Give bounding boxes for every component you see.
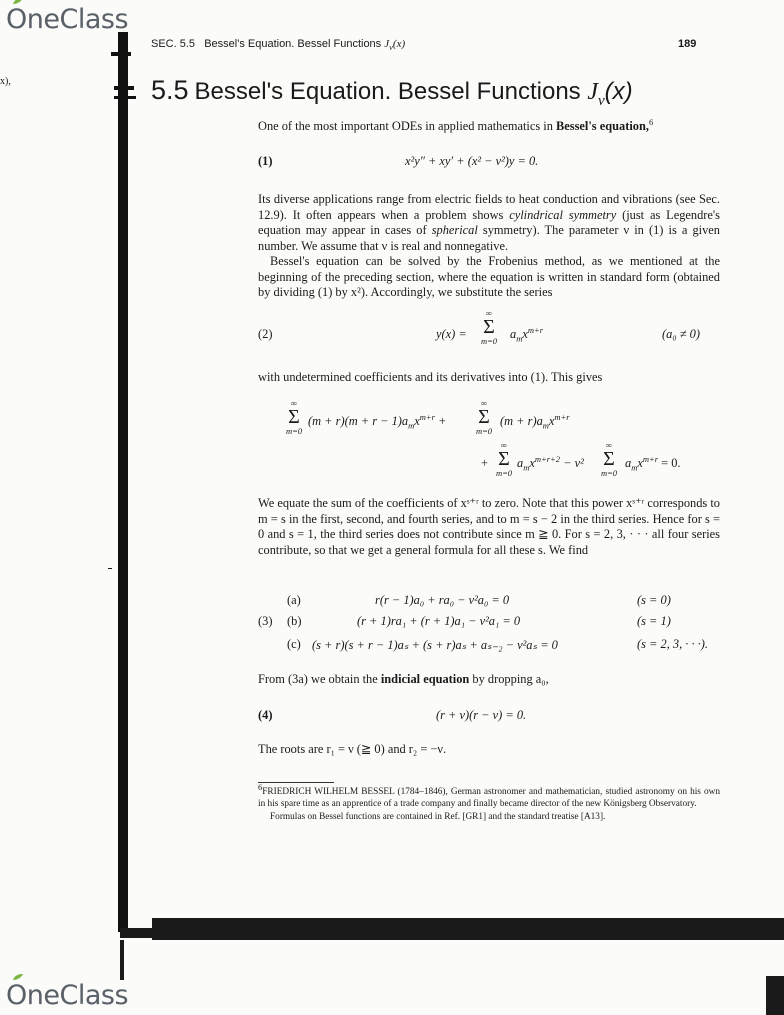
series-sum-4: ∞ Σ m=0 [600,440,618,478]
paragraph-indicial: From (3a) we obtain the indicial equation by dropping a₀, [258,672,549,686]
eq3-row-c-label: (c) [287,637,301,651]
eq1-label: (1) [258,154,273,168]
eq2-condition: (a₀ ≠ 0) [662,327,700,341]
page-number: 189 [678,38,697,50]
series-term-1: $(m + r)(m + r - 1)a_mx^{m+r}$ + [308,411,447,431]
series-sum-3: ∞ Σ m=0 [495,440,513,478]
eq3-row-c-cond: (s = 2, 3, · · ·). [637,637,708,651]
section-title: Bessel's Equation. Bessel Functions [204,38,385,50]
paragraph-roots: The roots are r₁ = ν (≧ 0) and r₂ = −ν. [258,742,447,756]
eq3-row-b-expr: (r + 1)ra₁ + (r + 1)a₁ − ν²a₁ = 0 [357,614,521,628]
section-ref: SEC. 5.5 [151,38,196,50]
paragraph-substitute: with undetermined coefficients and its derivatives into (1). This gives [258,370,603,384]
leaf-icon [12,973,24,981]
binding-spine [118,32,128,932]
intro-line: One of the most important ODEs in applied mathematics in Bessel's equation,$^6$ [258,116,654,133]
footnote: 6FRIEDRICH WILHELM BESSEL (1784–1846), German astronomer and mathematician, studied astronomy on his own in his spare time as an apprentice of a trade company and finally became director of the new Königsberg Observatory. Formulas on Bessel functions are contained in Ref. [GR1] and the standard treatise [A13]. [258,781,720,823]
eq3-row-c-expr: (s + r)(s + r − 1)aₛ + (s + r)aₛ + aₛ₋₂ − ν²aₛ = 0 [312,638,558,652]
running-header: SEC. 5.5 Bessel's Equation. Bessel Functions $J_\nu(x)$ [151,38,406,53]
footnote-rule [258,782,334,783]
section-heading: 5.5 Bessel's Equation. Bessel Functions $J_\nu(x)$ [151,75,633,109]
section-number: 5.5 [151,75,189,105]
eq3-row-b-cond: (s = 1) [637,614,671,628]
series-term-4: $a_mx^{m+r} = 0$. [625,453,681,473]
binding-spine-notch [111,52,131,56]
paragraph-coefficients: We equate the sum of the coefficients of xˢ⁺ʳ to zero. Note that this power xˢ⁺ʳ corresponds to m = s in the first, second, and fourth series, and to m = s − 2 in the third series. Hence for s = 0 and s = 1, the third series does not contribute since m ≧ 0. For s = 2, 3, · · · all four series contribute, so that we get a general formula for all these s. We find [258,496,720,557]
binding-spine-notch [114,86,134,90]
binding-spine-notch [114,96,136,99]
series-plus: + [481,456,488,470]
eq3-row-a-cond: (s = 0) [637,593,671,607]
series-term-3: $a_mx^{m+r+2} - \nu^2$ [517,453,584,473]
eq2-label: (2) [258,327,273,341]
bottom-scan-band [152,918,784,940]
margin-dash [108,568,112,569]
right-edge-mark [766,976,784,1015]
eq3-row-a-expr: r(r − 1)a₀ + ra₀ − ν²a₀ = 0 [375,593,510,607]
eq4-indicial-equation: (r + ν)(r − ν) = 0. [436,708,527,722]
eq1-bessel-equation: x²y″ + xy′ + (x² − ν²)y = 0. [405,154,539,168]
left-edge-mark [120,940,124,980]
paragraph-applications: Its diverse applications range from electric fields to heat conduction and vibrations (see Sec. 12.9). It often appears when a problem shows cylindrical symmetry (just as Legendre's equation may appear in cases of spherical symmetry). The parameter ν in (1) is a given number. We assume that ν is real and nonnegative. [258,192,720,253]
series-term-2: $(m + r)a_mx^{m+r}$ [500,411,570,431]
paragraph-frobenius: Bessel's equation can be solved by the Frobenius method, as we mentioned at the beginning of the preceding section, where the equation is written in standard form (obtained by dividing (1) by x²). Accordingly, we substitute the series [258,254,720,300]
eq2-sum: ∞ Σ m=0 [480,308,498,346]
eq2-series: y(x) = [436,327,467,341]
eq2-term: $a_mx^{m+r}$ [510,324,544,344]
leaf-icon [12,0,24,5]
watermark-top: OneClass [6,4,128,35]
series-sum-1: ∞ Σ m=0 [285,398,303,436]
margin-fragment: x), [0,76,11,87]
series-sum-2: ∞ Σ m=0 [475,398,493,436]
bottom-scan-band-left [120,928,160,938]
watermark-bottom: OneClass [6,980,128,1011]
eq4-label: (4) [258,708,273,722]
eq3-row-b-label: (b) [287,614,302,628]
eq3-label: (3) [258,614,273,628]
eq3-row-a-label: (a) [287,593,301,607]
